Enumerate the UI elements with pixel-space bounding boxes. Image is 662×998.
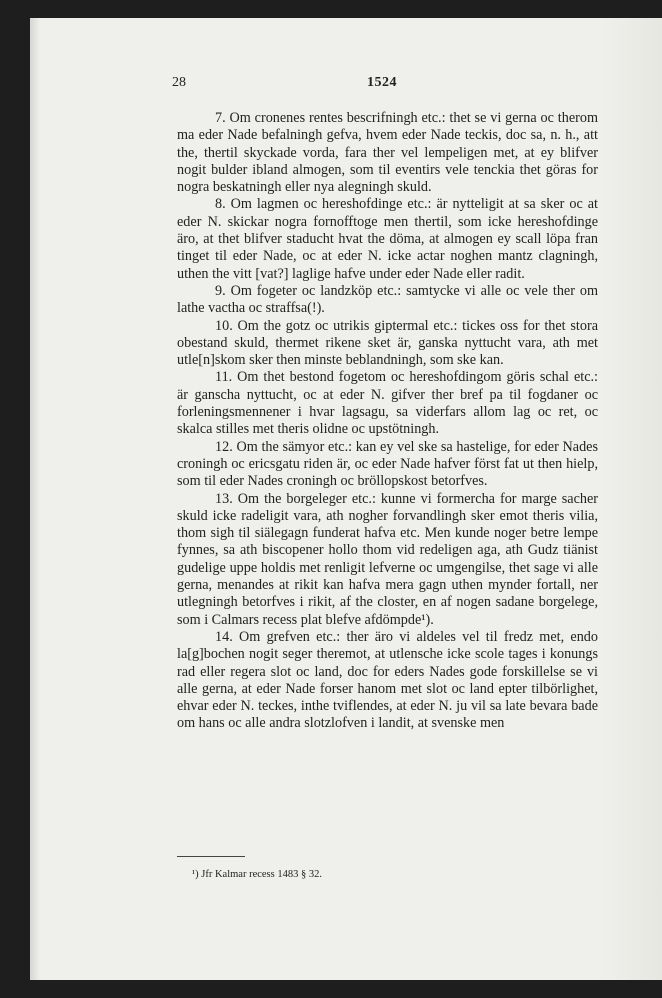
running-title-year: 1524	[367, 75, 397, 90]
footnote-divider	[177, 856, 245, 857]
paragraph-8: 8. Om lagmen oc hereshofdinge etc.: är nytteligit at sa sker oc at eder N. skickar nogra fornofftoge men thertil, som icke hereshofdinge äro, at thet blifver staducht hvat the döma, at almogen ey scall löpa fran tinget til eder Nade, oc at eder N. icke actar noghen mantz clagningh, uthen the vitt [vat?] laglige hafve under eder Nade eller radit.	[177, 196, 598, 282]
paragraph-13: 13. Om the borgeleger etc.: kunne vi formercha for marge sacher skuld icke radeligit vara, ath nogher forvandlingh sker emot theris vilia, thom sigh til siälegagn funderat hafva etc. Men kunde noger betre lempe fynnes, sa ath biscopener hollo thom vid redeligen aga, ath Gudz tiänist gudelige uppe holdis met renligit lefverne oc umgengilse, thet sage vi alle gerna, menandes at rikit kan hafva mera gagn uthen mynder fortall, ner utlegningh betorfves i rikit, af the closter, en af nogen sadane borgelege, som i Calmars recess plat blefve afdömpde¹).	[177, 490, 598, 628]
footnote: ¹) Jfr Kalmar recess 1483 § 32.	[192, 869, 322, 880]
page-edge-shading	[602, 18, 662, 980]
paragraph-11: 11. Om thet bestond fogetom oc hereshofdingom göris schal etc.: är ganscha nyttucht, oc at eder N. gifver ther bref pa til fogdaner oc forleningsmennener i hvar lagsagu, sa viderfars allom lag oc ret, oc skalca stilles met theris olidne oc upstötningh.	[177, 369, 598, 438]
paragraph-7: 7. Om cronenes rentes bescrifningh etc.: thet se vi gerna oc therom ma eder Nade befalningh gefva, hvem eder Nade teckis, doc sa, n. h., att the, thertil skyckade vorda, fara ther vel lempeligen met, at ey blifver nogit bulder ibland almogen, som til eventirs vele tenckia thet göras for nogra beskatningh eller nya alegningh skuld.	[177, 110, 598, 196]
page-header	[30, 75, 662, 95]
paragraph-9: 9. Om fogeter oc landzköp etc.: samtycke vi alle oc vele ther om lathe vactha oc straffsa(!).	[177, 282, 598, 317]
body-text	[177, 110, 598, 733]
paragraph-12: 12. Om the sämyor etc.: kan ey vel ske sa hastelige, for eder Nades croningh oc ericsgatu riden är, oc eder Nade hafver först fat ut then hielp, som til eder Nades croningh oc bröllopskost betorfves.	[177, 438, 598, 490]
page-number: 28	[172, 75, 186, 90]
paragraph-14: 14. Om grefven etc.: ther äro vi aldeles vel til fredz met, endo la[g]bochen nogit seger theremot, at utlensche icke scole tages i konungs rad eller regera slot oc land, doc for eders Nades gode forskillelse se vi alle gerna, at eder Nade forser hanom met slot oc land epter tilbörlighet, ehvar eder N. teckes, inthe tviflendes, at eder N. ju vil sa late bevara bade om hans oc alle andra slotzlofven i landit, at svenske men	[177, 628, 598, 732]
paragraph-10: 10. Om the gotz oc utrikis giptermal etc.: tickes oss for thet stora obestand skuld, thermet rikene sket är, ganska nyttucht vara, ath met utle[n]skom sker then minste beblandningh, som ske kan.	[177, 317, 598, 369]
book-page	[30, 18, 662, 980]
